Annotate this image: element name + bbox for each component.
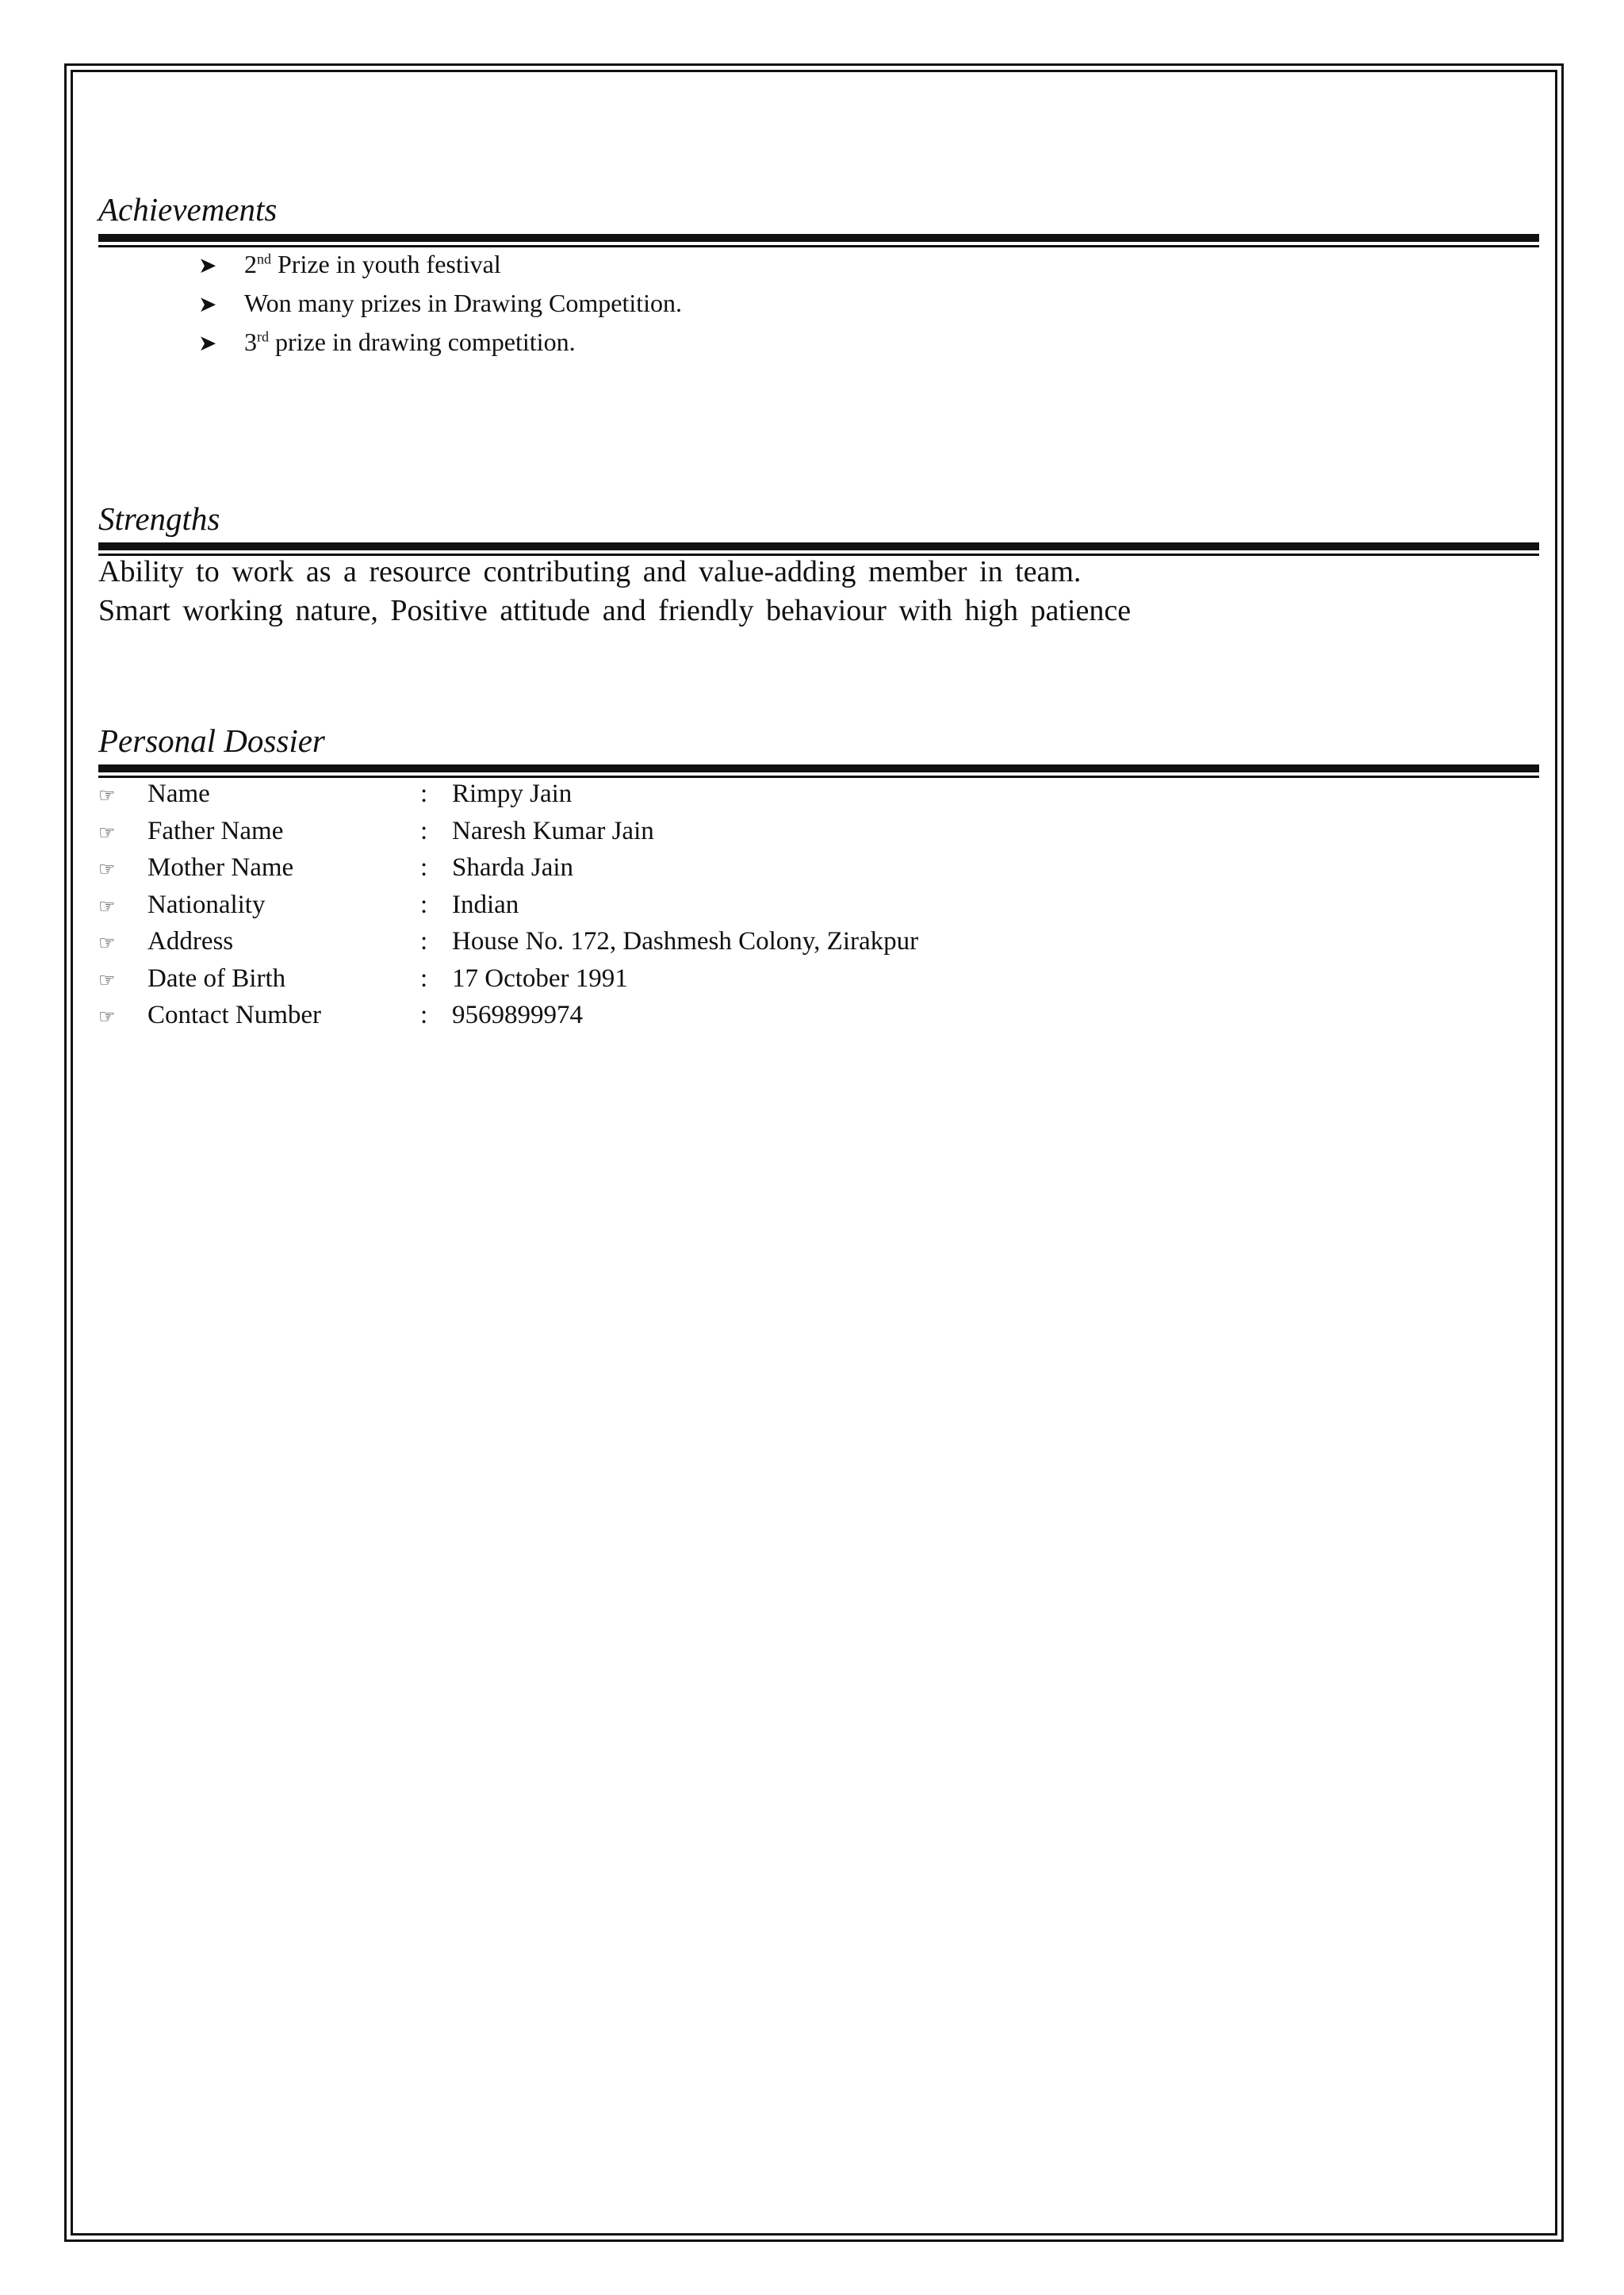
dossier-label: Mother Name <box>147 853 294 882</box>
pointing-hand-icon: ☞ <box>98 933 116 954</box>
dossier-label: Date of Birth <box>147 964 286 993</box>
dossier-separator: : <box>420 1001 428 1029</box>
dossier-row-nationality <box>98 887 918 924</box>
dossier-value: House No. 172, Dashmesh Colony, Zirakpur <box>452 927 919 956</box>
item-text: Prize in youth festival <box>271 250 501 278</box>
strength-line: Smart working nature, Positive attitude and friendly behaviour with high patience <box>98 594 1132 627</box>
dossier-row-father-name <box>98 813 918 850</box>
dossier-row-name <box>98 776 918 813</box>
dossier-value: 9569899974 <box>452 1001 583 1029</box>
dossier-value: Sharda Jain <box>452 853 574 882</box>
dossier-label: Name <box>147 780 210 808</box>
item-text: Won many prizes in Drawing Competition. <box>244 289 682 317</box>
dossier-separator: : <box>420 853 428 882</box>
dossier-label: Father Name <box>147 816 284 845</box>
arrow-bullet-icon: ➤ <box>198 293 217 317</box>
dossier-label: Nationality <box>147 890 266 919</box>
dossier-heading: Personal Dossier <box>98 722 325 759</box>
pointing-hand-icon: ☞ <box>98 896 116 918</box>
item-superscript: nd <box>257 251 271 267</box>
dossier-row-mother-name <box>98 849 918 887</box>
strength-line: Ability to work as a resource contributing and value-adding member in team. <box>98 555 1082 588</box>
pointing-hand-icon: ☞ <box>98 860 116 880</box>
strengths-heading: Strengths <box>98 500 220 537</box>
dossier-table <box>98 776 918 1034</box>
page-border-inner <box>71 70 1557 2236</box>
dossier-value: Indian <box>452 890 519 919</box>
list-item <box>198 285 682 324</box>
dossier-row-address <box>98 923 918 960</box>
arrow-bullet-icon: ➤ <box>198 331 217 356</box>
pointing-hand-icon: ☞ <box>98 970 116 991</box>
dossier-row-contact-number <box>98 997 918 1034</box>
achievements-heading: Achievements <box>98 191 278 228</box>
list-item <box>198 324 682 362</box>
pointing-hand-icon: ☞ <box>98 1007 116 1028</box>
dossier-value: Rimpy Jain <box>452 780 573 808</box>
dossier-separator: : <box>420 816 428 845</box>
item-text: prize in drawing competition. <box>269 328 576 356</box>
arrow-bullet-icon: ➤ <box>198 254 217 278</box>
pointing-hand-icon: ☞ <box>98 786 116 807</box>
dossier-label: Address <box>147 927 234 956</box>
dossier-separator: : <box>420 890 428 919</box>
list-item <box>198 246 682 285</box>
achievements-list <box>198 246 682 362</box>
dossier-separator: : <box>420 927 428 956</box>
dossier-row-date-of-birth <box>98 960 918 998</box>
item-superscript: rd <box>257 328 269 345</box>
dossier-label: Contact Number <box>147 1001 322 1029</box>
dossier-value: 17 October 1991 <box>452 964 628 993</box>
dossier-separator: : <box>420 780 428 808</box>
item-prefix: 2 <box>244 250 257 278</box>
pointing-hand-icon: ☞ <box>98 822 116 844</box>
dossier-value: Naresh Kumar Jain <box>452 816 654 845</box>
item-prefix: 3 <box>244 328 257 356</box>
dossier-separator: : <box>420 964 428 993</box>
